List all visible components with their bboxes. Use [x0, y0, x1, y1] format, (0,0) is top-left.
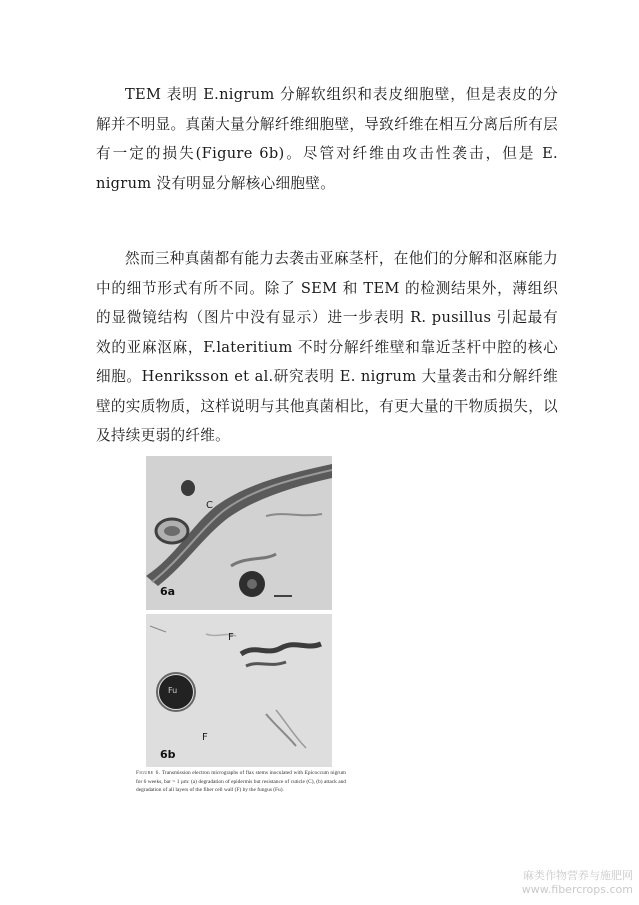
micrograph-panel-a	[146, 456, 332, 610]
fungus-marker: Fu	[168, 686, 178, 695]
caption-text: Transmission electron micrographs of flax stems inoculated with Epicoccum nigrum for 6 weeks, bar = 1 µm: (a) degradation of epidermis but resistance of cuticle (C), (b) attack and degradation of all layers of the fiber cell wall (F) by the fungus (Fu).	[136, 770, 346, 794]
fiber-marker-1: F	[228, 632, 234, 643]
paragraph-1: TEM 表明 E.nigrum 分解软组织和表皮细胞壁，但是表皮的分解并不明显。真菌大量分解纤维细胞壁，导致纤维在相互分离后所有层有一定的损失(Figure 6b)。尽管对纤维由攻击性袭击，但是 E. nigrum 没有明显分解核心细胞壁。	[96, 86, 558, 192]
fiber-marker-2: F	[202, 732, 208, 743]
site-watermark	[522, 869, 633, 897]
panel-b-label: 6b	[160, 748, 176, 761]
panel-a-label: 6a	[160, 585, 176, 598]
figure-6	[136, 456, 346, 806]
caption-heading: Figure 6.	[136, 770, 161, 776]
figure-caption	[136, 769, 346, 795]
watermark-line-2: www.fibercrops.com	[521, 883, 633, 896]
cuticle-marker: C	[206, 500, 213, 511]
micrograph-panel-b	[146, 614, 332, 767]
watermark-line-1: 麻类作物营养与施肥网	[523, 869, 633, 882]
paragraph-2: 然而三种真菌都有能力去袭击亚麻茎杆，在他们的分解和沤麻能力中的细节形式有所不同。除了 SEM 和 TEM 的检测结果外，薄组织的显微镜结构（图片中没有显示）进一步表明 R. pusillus 引起最有效的亚麻沤麻，F.lateritium 不时分解纤维壁和靠近茎杆中腔的核心细胞。Henriksson et al.研究表明 E. nigrum 大量袭击和分解纤维壁的实质物质，这样说明与其他真菌相比，有更大量的干物质损失，以及持续更弱的纤维。	[96, 250, 558, 444]
